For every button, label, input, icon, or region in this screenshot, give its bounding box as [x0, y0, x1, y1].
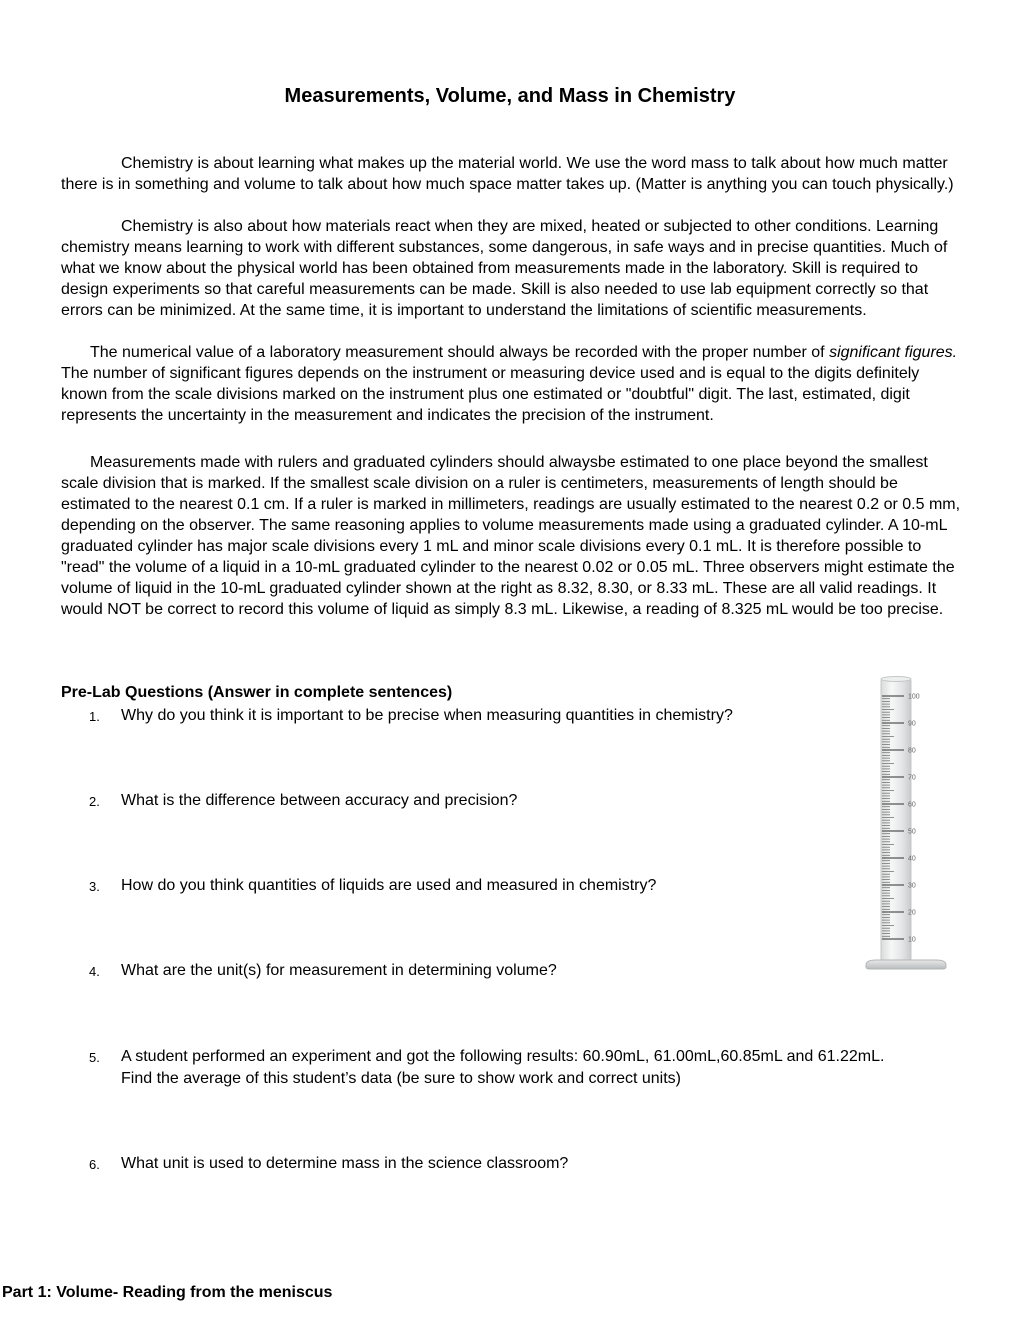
question-text: What unit is used to determine mass in the science classroom?	[121, 1155, 569, 1172]
scale-label: 80	[908, 747, 916, 755]
question-number: 5.	[89, 1050, 100, 1065]
scale-label: 100	[908, 693, 920, 701]
question-number: 2.	[89, 794, 100, 809]
question-number: 3.	[89, 879, 100, 894]
intro-paragraph-1: Chemistry is about learning what makes up the material world. We use the word mass to talk about how much matter there is in something and volume to talk about how much space matter takes up. (Matter is anything you can touch physically.)	[61, 155, 954, 193]
scale-label: 10	[908, 936, 916, 944]
prelab-heading: Pre-Lab Questions (Answer in complete sentences)	[61, 684, 453, 701]
cylinder-base	[866, 960, 946, 969]
scale-label: 40	[908, 855, 916, 863]
question-text: Why do you think it is important to be precise when measuring quantities in chemistry?	[121, 707, 733, 724]
scale-label: 20	[908, 909, 916, 917]
question-number: 6.	[89, 1157, 100, 1172]
question-number: 1.	[89, 709, 100, 724]
question-number: 4.	[89, 964, 100, 979]
cylinder-rim	[881, 677, 911, 682]
scale-label: 50	[908, 828, 916, 836]
question-text: How do you think quantities of liquids are used and measured in chemistry?	[121, 877, 657, 894]
paragraph-text-part: The number of significant figures depends on the instrument or measuring device used and is equal to the digits definitely known from the scale divisions marked on the instrument plus one estimated or "doubtful" digit. The last, estimated, digit represents the uncertainty in the measurement and indicates the precision of the instrument.	[61, 365, 920, 424]
question-text: What is the difference between accuracy and precision?	[121, 792, 518, 809]
graduated-cylinder-illustration	[862, 676, 952, 972]
document-title: Measurements, Volume, and Mass in Chemistry	[284, 85, 736, 107]
scale-label: 60	[908, 801, 916, 809]
scale-label: 70	[908, 774, 916, 782]
measurement-paragraph: Measurements made with rulers and graduated cylinders should alwaysbe estimated to one place beyond the smallest scale division that is marked. If the smallest scale division on a ruler is centimeters, measurements of length should be estimated to the nearest 0.1 cm. If a ruler is marked in millimeters, readings are usually estimated to the nearest 0.2 or 0.5 mm, depending on the observer. The same reasoning applies to volume measurements made using a graduated cylinder. A 10-mL graduated cylinder has major scale divisions every 1 mL and minor scale divisions every 0.1 mL. It is therefore possible to "read" the volume of a liquid in a 10-mL graduated cylinder to the nearest 0.02 or 0.05 mL. Three observers might estimate the volume of liquid in the 10-mL graduated cylinder shown at the right as 8.32, 8.30, or 8.33 mL. These are all valid readings. It would NOT be correct to record this volume of liquid as simply 8.3 mL. Likewise, a reading of 8.325 mL would be too precise.	[61, 454, 961, 618]
significant-figures-paragraph	[61, 342, 961, 426]
paragraph-text-part: The numerical value of a laboratory measurement should always be recorded with the proper number of	[90, 344, 830, 361]
part1-heading: Part 1: Volume- Reading from the meniscus	[2, 1284, 333, 1301]
intro-paragraph-2: Chemistry is also about how materials react when they are mixed, heated or subjected to other conditions. Learning chemistry means learning to work with different substances, some dangerous, in safe ways and in precise quantities. Much of what we know about the physical world has been obtained from measurements made in the laboratory. Skill is required to design experiments so that careful measurements can be made. Skill is also needed to use lab equipment correctly so that errors can be minimized. At the same time, it is important to understand the limitations of scientific measurements.	[61, 218, 948, 319]
question-text: A student performed an experiment and got the following results: 60.90mL, 61.00mL,60.85mL and 61.22mL. Find the average of this student’s data (be sure to show work and correct units)	[121, 1048, 885, 1087]
scale-label: 30	[908, 882, 916, 890]
significant-figures-term: significant figures.	[829, 344, 958, 361]
scale-label: 90	[908, 720, 916, 728]
question-text: What are the unit(s) for measurement in determining volume?	[121, 962, 557, 979]
